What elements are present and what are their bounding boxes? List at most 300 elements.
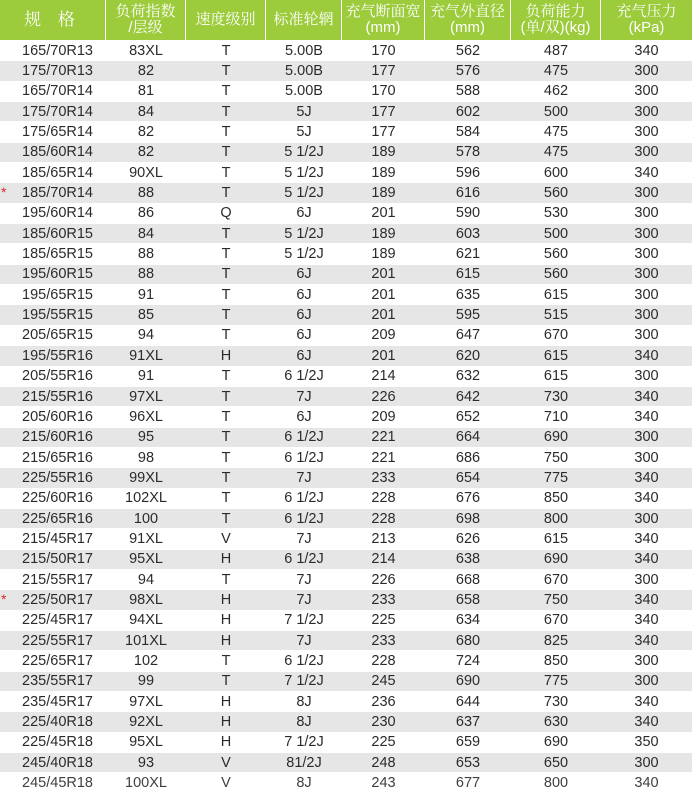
table-cell: 177 <box>371 103 396 120</box>
table-cell: 165/70R13 <box>22 42 93 59</box>
table-cell: 91 <box>137 286 155 303</box>
table-cell: H <box>220 551 232 568</box>
table-cell: T <box>221 368 231 385</box>
table-cell: H <box>220 612 232 629</box>
table-cell: V <box>221 530 231 547</box>
table-cell: 175/70R14 <box>22 103 93 120</box>
table-cell: Q <box>220 205 232 222</box>
table-cell: 226 <box>371 388 396 405</box>
table-row <box>0 550 692 570</box>
table-cell: 595 <box>455 307 481 324</box>
table-row <box>0 346 692 366</box>
table-cell: 560 <box>543 266 569 283</box>
table-cell: 576 <box>455 63 481 80</box>
table-cell: H <box>220 591 232 608</box>
table-cell: 690 <box>455 673 481 690</box>
table-row <box>0 387 692 407</box>
table-cell: 93 <box>137 754 155 771</box>
table-cell: 300 <box>634 63 659 80</box>
table-cell: T <box>221 652 231 669</box>
table-cell: T <box>221 266 231 283</box>
table-row <box>0 122 692 142</box>
table-cell: 632 <box>455 368 481 385</box>
table-cell: 300 <box>634 144 659 161</box>
table-cell: 475 <box>543 124 569 141</box>
table-cell: 88 <box>137 185 155 202</box>
table-cell: 7 1/2J <box>284 612 324 629</box>
table-cell: 350 <box>634 734 659 751</box>
table-cell: 800 <box>543 510 569 527</box>
table-cell: 81 <box>137 83 155 100</box>
table-cell: 7J <box>296 469 312 486</box>
table-cell: 515 <box>543 307 569 324</box>
table-cell: T <box>221 307 231 324</box>
table-cell: 185/60R15 <box>22 225 93 242</box>
table-cell: 6 1/2J <box>284 510 324 527</box>
header-pressure: 充气压力 (kPa) <box>616 3 677 36</box>
table-row <box>0 428 692 448</box>
table-row <box>0 611 692 631</box>
table-cell: T <box>221 449 231 466</box>
table-cell: 475 <box>543 144 569 161</box>
header-load-capacity: 负荷能力 (单/双)(kg) <box>511 0 601 40</box>
table-cell: 710 <box>543 408 569 425</box>
table-cell: 638 <box>455 551 481 568</box>
table-cell: 5.00B <box>285 63 323 80</box>
table-cell: 5.00B <box>285 83 323 100</box>
table-cell: 213 <box>371 530 396 547</box>
table-cell: 205/60R16 <box>22 408 93 425</box>
table-cell: T <box>221 185 231 202</box>
table-cell: 698 <box>455 510 481 527</box>
spec-text: 185/70R14 <box>22 185 93 202</box>
spec-text: 225/50R17 <box>22 591 93 608</box>
table-cell: T <box>221 83 231 100</box>
header-load-index: 负荷指数 /层级 <box>106 0 186 40</box>
table-cell: 248 <box>371 754 396 771</box>
table-cell: T <box>221 124 231 141</box>
table-cell: 91XL <box>129 530 163 547</box>
table-row <box>0 143 692 163</box>
table-cell: 96XL <box>129 408 163 425</box>
table-cell: 97XL <box>129 388 163 405</box>
table-cell: 175/70R13 <box>22 63 93 80</box>
table-row <box>0 489 692 509</box>
table-cell: 5 1/2J <box>284 185 324 202</box>
table-cell: 750 <box>543 591 569 608</box>
table-cell: 7J <box>296 530 312 547</box>
table-cell: 7J <box>296 591 312 608</box>
table-cell: 201 <box>371 286 396 303</box>
table-cell: T <box>221 408 231 425</box>
table-cell: 340 <box>634 693 659 710</box>
table-cell: 300 <box>634 327 659 344</box>
table-cell: 620 <box>455 347 481 364</box>
table-cell: 642 <box>455 388 481 405</box>
table-cell: 195/60R15 <box>22 266 93 283</box>
table-cell: 300 <box>634 124 659 141</box>
table-cell: 6 1/2J <box>284 368 324 385</box>
table-cell: 340 <box>634 714 659 731</box>
table-cell: 340 <box>634 490 659 507</box>
table-cell: 7J <box>296 388 312 405</box>
table-cell: 300 <box>634 429 659 446</box>
table-cell: 225/55R17 <box>22 632 93 649</box>
table-cell: 233 <box>371 469 396 486</box>
table-cell: 825 <box>543 632 569 649</box>
table-cell: 658 <box>455 591 481 608</box>
table-row <box>0 570 692 590</box>
table-cell: T <box>221 469 231 486</box>
table-cell: 92XL <box>129 714 163 731</box>
table-cell: 214 <box>371 551 396 568</box>
table-cell: 615 <box>543 347 569 364</box>
table-cell: 500 <box>543 103 569 120</box>
table-cell: 91 <box>137 368 155 385</box>
table-cell: 659 <box>455 734 481 751</box>
table-cell: 189 <box>371 225 396 242</box>
table-cell: T <box>221 42 231 59</box>
table-row <box>0 244 692 264</box>
table-cell: 530 <box>543 205 569 222</box>
table-row <box>0 773 692 793</box>
table-cell: 560 <box>543 185 569 202</box>
table-cell: 644 <box>455 693 481 710</box>
table-cell: 205/55R16 <box>22 368 93 385</box>
table-cell: 462 <box>543 83 569 100</box>
table-row <box>0 712 692 732</box>
table-cell: 300 <box>634 225 659 242</box>
table-cell: H <box>220 632 232 649</box>
table-cell: 230 <box>371 714 396 731</box>
table-cell: 6J <box>296 347 312 364</box>
table-cell: 175/65R14 <box>22 124 93 141</box>
table-cell: 245/45R18 <box>22 775 93 792</box>
table-cell: 225/45R18 <box>22 734 93 751</box>
table-cell: 340 <box>634 42 659 59</box>
table-cell: 686 <box>455 449 481 466</box>
table-cell: 670 <box>543 327 569 344</box>
table-cell: 616 <box>455 185 481 202</box>
table-cell: T <box>221 429 231 446</box>
table-cell: 652 <box>455 408 481 425</box>
table-row <box>0 367 692 387</box>
recommended-star-icon: * <box>1 185 7 201</box>
table-cell: 615 <box>455 266 481 283</box>
table-cell: 100XL <box>125 775 167 792</box>
table-row <box>0 509 692 529</box>
table-cell: 690 <box>543 429 569 446</box>
table-cell: 654 <box>455 469 481 486</box>
header-rim: 标准轮辋 <box>266 0 342 40</box>
table-row <box>0 692 692 712</box>
table-cell: 228 <box>371 510 396 527</box>
table-cell: 245 <box>371 673 396 690</box>
table-cell: 201 <box>371 307 396 324</box>
table-cell: 340 <box>634 530 659 547</box>
table-row <box>0 41 692 61</box>
table-cell: 300 <box>634 286 659 303</box>
table-cell: 82 <box>137 63 155 80</box>
table-cell: 84 <box>137 225 155 242</box>
table-cell: 730 <box>543 693 569 710</box>
table-cell: 235/55R17 <box>22 673 93 690</box>
table-cell: 215/55R17 <box>22 571 93 588</box>
table-row <box>0 82 692 102</box>
table-cell: 201 <box>371 205 396 222</box>
table-cell: 850 <box>543 490 569 507</box>
table-cell: 225 <box>371 612 396 629</box>
table-cell: 670 <box>543 612 569 629</box>
table-cell: 615 <box>543 368 569 385</box>
table-cell: 195/55R16 <box>22 347 93 364</box>
table-cell: 6J <box>296 205 312 222</box>
table-cell: 500 <box>543 225 569 242</box>
table-cell: 300 <box>634 103 659 120</box>
table-cell: 215/60R16 <box>22 429 93 446</box>
table-cell: H <box>220 693 232 710</box>
table-cell: 8J <box>296 775 312 792</box>
table-cell: 634 <box>455 612 481 629</box>
table-cell: 750 <box>543 449 569 466</box>
table-row <box>0 631 692 651</box>
table-cell: 170 <box>371 83 396 100</box>
table-cell: V <box>221 775 231 792</box>
table-cell: 626 <box>455 530 481 547</box>
table-cell: T <box>221 327 231 344</box>
table-cell: 84 <box>137 103 155 120</box>
table-cell: 647 <box>455 327 481 344</box>
table-cell: T <box>221 103 231 120</box>
table-cell: T <box>221 286 231 303</box>
table-cell: 670 <box>543 571 569 588</box>
table-cell: 775 <box>543 469 569 486</box>
table-cell: 94XL <box>129 612 163 629</box>
table-cell: 300 <box>634 246 659 263</box>
table-cell: 98 <box>137 449 155 466</box>
table-cell: 195/65R15 <box>22 286 93 303</box>
table-row <box>0 672 692 692</box>
table-cell: 88 <box>137 266 155 283</box>
table-cell: 233 <box>371 591 396 608</box>
table-cell: 101XL <box>125 632 167 649</box>
table-cell: 300 <box>634 307 659 324</box>
table-row <box>0 468 692 488</box>
table-cell <box>0 185 106 201</box>
table-row <box>0 265 692 285</box>
table-cell: 300 <box>634 571 659 588</box>
table-cell: 215/65R16 <box>22 449 93 466</box>
table-cell: 590 <box>455 205 481 222</box>
table-row <box>0 183 692 203</box>
table-cell: 584 <box>455 124 481 141</box>
table-cell: 209 <box>371 327 396 344</box>
table-cell: 221 <box>371 429 396 446</box>
table-cell: 6J <box>296 286 312 303</box>
header-spec: 规 格 <box>0 0 106 40</box>
table-cell: 615 <box>543 530 569 547</box>
table-cell: 615 <box>543 286 569 303</box>
table-cell: 300 <box>634 185 659 202</box>
table-cell: T <box>221 63 231 80</box>
table-cell: T <box>221 673 231 690</box>
table-cell: 209 <box>371 408 396 425</box>
table-cell: 300 <box>634 673 659 690</box>
table-cell: 189 <box>371 185 396 202</box>
table-cell: 102 <box>133 652 159 669</box>
table-cell: 690 <box>543 734 569 751</box>
table-cell: H <box>220 714 232 731</box>
table-cell: 5J <box>296 124 312 141</box>
table-cell: V <box>221 754 231 771</box>
header-outer-diameter: 充气外直径 (mm) <box>425 0 511 40</box>
table-cell: 300 <box>634 510 659 527</box>
table-cell: 6 1/2J <box>284 490 324 507</box>
table-cell: 300 <box>634 83 659 100</box>
table-row <box>0 733 692 753</box>
table-cell: 225 <box>371 734 396 751</box>
table-cell: 340 <box>634 775 659 792</box>
table-cell: 630 <box>543 714 569 731</box>
table-cell: H <box>220 347 232 364</box>
table-cell: 100 <box>133 510 159 527</box>
table-cell: 635 <box>455 286 481 303</box>
table-row <box>0 305 692 325</box>
table-body <box>0 41 692 794</box>
table-cell: 189 <box>371 144 396 161</box>
table-row <box>0 590 692 610</box>
table-cell: 562 <box>455 42 481 59</box>
table-cell: 99 <box>137 673 155 690</box>
table-cell: 340 <box>634 612 659 629</box>
table-cell: 201 <box>371 347 396 364</box>
table-cell: 340 <box>634 632 659 649</box>
table-cell: 664 <box>455 429 481 446</box>
table-cell: 177 <box>371 63 396 80</box>
table-cell: 88 <box>137 246 155 263</box>
table-cell: 680 <box>455 632 481 649</box>
table-cell: 475 <box>543 63 569 80</box>
table-cell: 233 <box>371 632 396 649</box>
table-cell: 5 1/2J <box>284 144 324 161</box>
table-cell: 6J <box>296 266 312 283</box>
table-cell: 340 <box>634 388 659 405</box>
table-cell: 228 <box>371 652 396 669</box>
table-cell: 340 <box>634 551 659 568</box>
table-cell: 215/45R17 <box>22 530 93 547</box>
table-row <box>0 753 692 773</box>
table-cell <box>0 592 106 608</box>
table-cell: 6 1/2J <box>284 551 324 568</box>
table-cell: 91XL <box>129 347 163 364</box>
table-cell: 226 <box>371 571 396 588</box>
table-cell: 650 <box>543 754 569 771</box>
table-cell: T <box>221 144 231 161</box>
table-cell: T <box>221 246 231 263</box>
table-cell: 800 <box>543 775 569 792</box>
table-cell: 487 <box>543 42 569 59</box>
table-cell: 83XL <box>129 42 163 59</box>
table-cell: 189 <box>371 164 396 181</box>
table-cell: 8J <box>296 693 312 710</box>
table-cell: 677 <box>455 775 481 792</box>
table-cell: 94 <box>137 327 155 344</box>
table-row <box>0 407 692 427</box>
table-row <box>0 326 692 346</box>
table-cell: 215/55R16 <box>22 388 93 405</box>
table-cell: 6J <box>296 307 312 324</box>
table-cell: 6J <box>296 327 312 344</box>
table-cell: 340 <box>634 469 659 486</box>
table-cell: 99XL <box>129 469 163 486</box>
table-cell: 205/65R15 <box>22 327 93 344</box>
table-cell: 95 <box>137 429 155 446</box>
table-cell: 578 <box>455 144 481 161</box>
table-cell: 221 <box>371 449 396 466</box>
table-cell: T <box>221 388 231 405</box>
table-cell: 300 <box>634 266 659 283</box>
table-cell: 6 1/2J <box>284 449 324 466</box>
table-cell: 621 <box>455 246 481 263</box>
table-cell: 600 <box>543 164 569 181</box>
table-cell: 165/70R14 <box>22 83 93 100</box>
header-section-width: 充气断面宽 (mm) <box>342 0 425 40</box>
table-cell: 225/65R17 <box>22 652 93 669</box>
table-cell: 8J <box>296 714 312 731</box>
table-cell: 225/55R16 <box>22 469 93 486</box>
table-cell: 730 <box>543 388 569 405</box>
table-cell: 340 <box>634 408 659 425</box>
table-cell: 97XL <box>129 693 163 710</box>
table-cell: 81/2J <box>286 754 322 771</box>
recommended-star-icon: * <box>1 591 7 607</box>
table-row <box>0 163 692 183</box>
table-cell: 225/45R17 <box>22 612 93 629</box>
table-cell: 5 1/2J <box>284 225 324 242</box>
table-cell: 340 <box>634 591 659 608</box>
table-cell: 90XL <box>129 164 163 181</box>
table-cell: 95XL <box>129 551 163 568</box>
table-cell: 214 <box>371 368 396 385</box>
table-cell: T <box>221 510 231 527</box>
table-cell: 215/50R17 <box>22 551 93 568</box>
table-cell: 225/40R18 <box>22 714 93 731</box>
table-cell: T <box>221 225 231 242</box>
table-cell: 177 <box>371 124 396 141</box>
table-cell: 201 <box>371 266 396 283</box>
table-cell: 588 <box>455 83 481 100</box>
table-cell: 189 <box>371 246 396 263</box>
table-cell: 236 <box>371 693 396 710</box>
table-cell: 5 1/2J <box>284 246 324 263</box>
table-cell: 185/65R14 <box>22 164 93 181</box>
table-cell: 195/60R14 <box>22 205 93 222</box>
table-cell: 690 <box>543 551 569 568</box>
table-cell: 775 <box>543 673 569 690</box>
table-cell: 596 <box>455 164 481 181</box>
table-cell: 185/65R15 <box>22 246 93 263</box>
header-speed: 速度级别 <box>186 0 266 40</box>
table-cell: 300 <box>634 205 659 222</box>
table-cell: T <box>221 571 231 588</box>
table-cell: 602 <box>455 103 481 120</box>
table-cell: 7J <box>296 571 312 588</box>
table-cell: 300 <box>634 368 659 385</box>
table-cell: 603 <box>455 225 481 242</box>
table-row <box>0 61 692 81</box>
table-row <box>0 204 692 224</box>
table-cell: 300 <box>634 754 659 771</box>
